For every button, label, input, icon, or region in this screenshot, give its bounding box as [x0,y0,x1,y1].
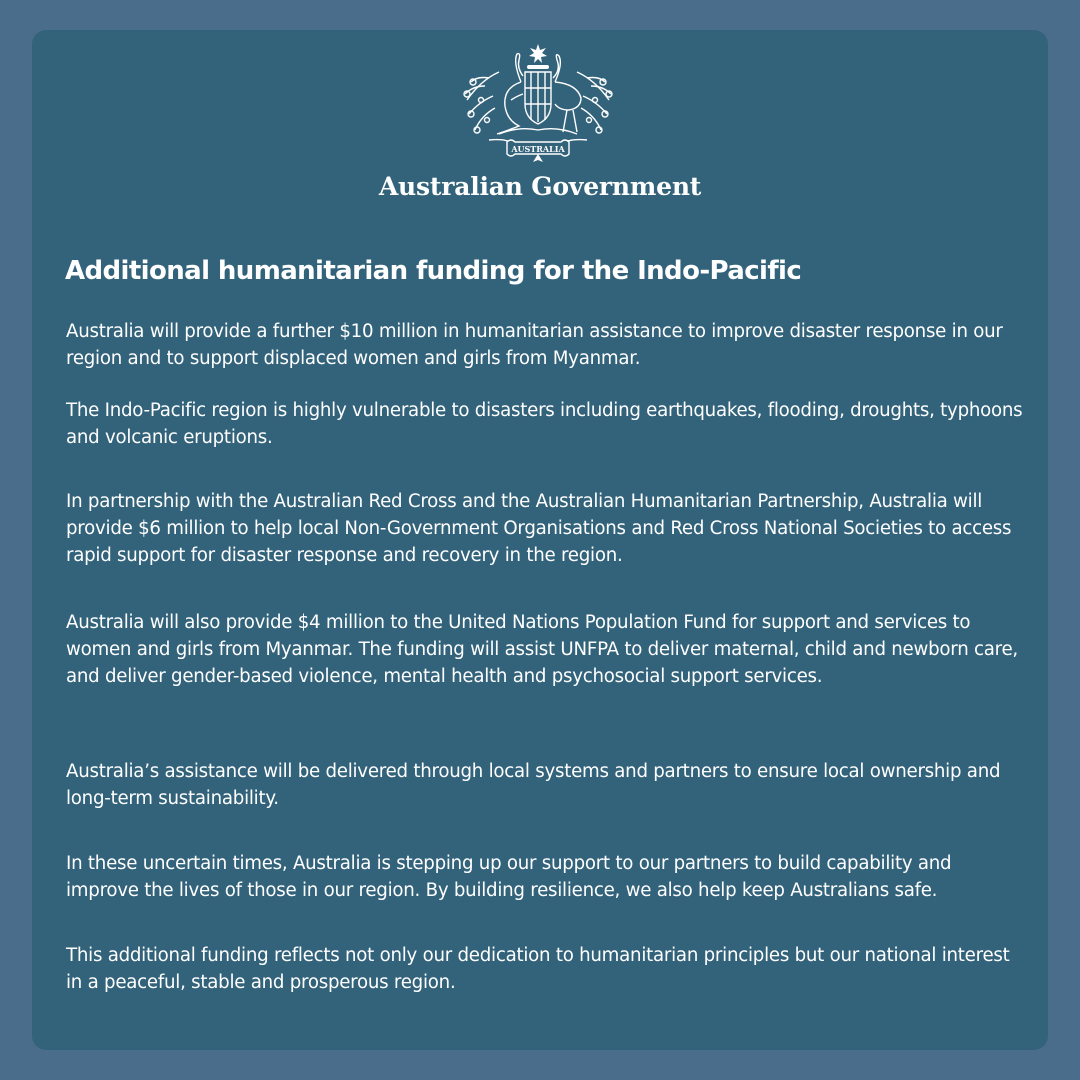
paragraph-national-interest: This additional funding reflects not only our dedication to humanitarian principles but our national interest in a peaceful, stable and prosperous region. [66,945,1010,993]
paragraph-local-systems: Australia’s assistance will be delivered through local systems and partners to ensure local ownership and long-term sustainability. [66,761,1001,809]
paragraph-uncertain-times: In these uncertain times, Australia is stepping up our support to our partners to build capability and improve the lives of those in our region. By building resilience, we also help keep Australians safe. [66,853,952,901]
article-headline: Additional humanitarian funding for the Indo-Pacific [65,256,802,286]
paragraph-red-cross-partnership: In partnership with the Australian Red Cross and the Australian Humanitarian Partnership, Australia will provide $6 million to help local Non-Government Organisations and Red Cross National Societies to access rapid support for disaster response and recovery in the region. [66,491,1012,566]
paragraph-unfpa-funding: Australia will also provide $4 million to the United Nations Population Fund for support and services to women and girls from Myanmar. The funding will assist UNFPA to deliver maternal, child and newborn care, and deliver gender-based violence, mental health and psychosocial support services. [66,612,1018,687]
crest-scroll-text: AUSTRALIA [511,144,565,154]
paragraph-vulnerability: The Indo-Pacific region is highly vulnerable to disasters including earthquakes, flooding, droughts, typhoons and volcanic eruptions. [66,400,1023,448]
coat-of-arms-icon [459,42,617,164]
government-name: Australian Government [378,172,702,201]
paragraph-intro: Australia will provide a further $10 million in humanitarian assistance to improve disaster response in our region and to support displaced women and girls from Myanmar. [66,321,1003,369]
